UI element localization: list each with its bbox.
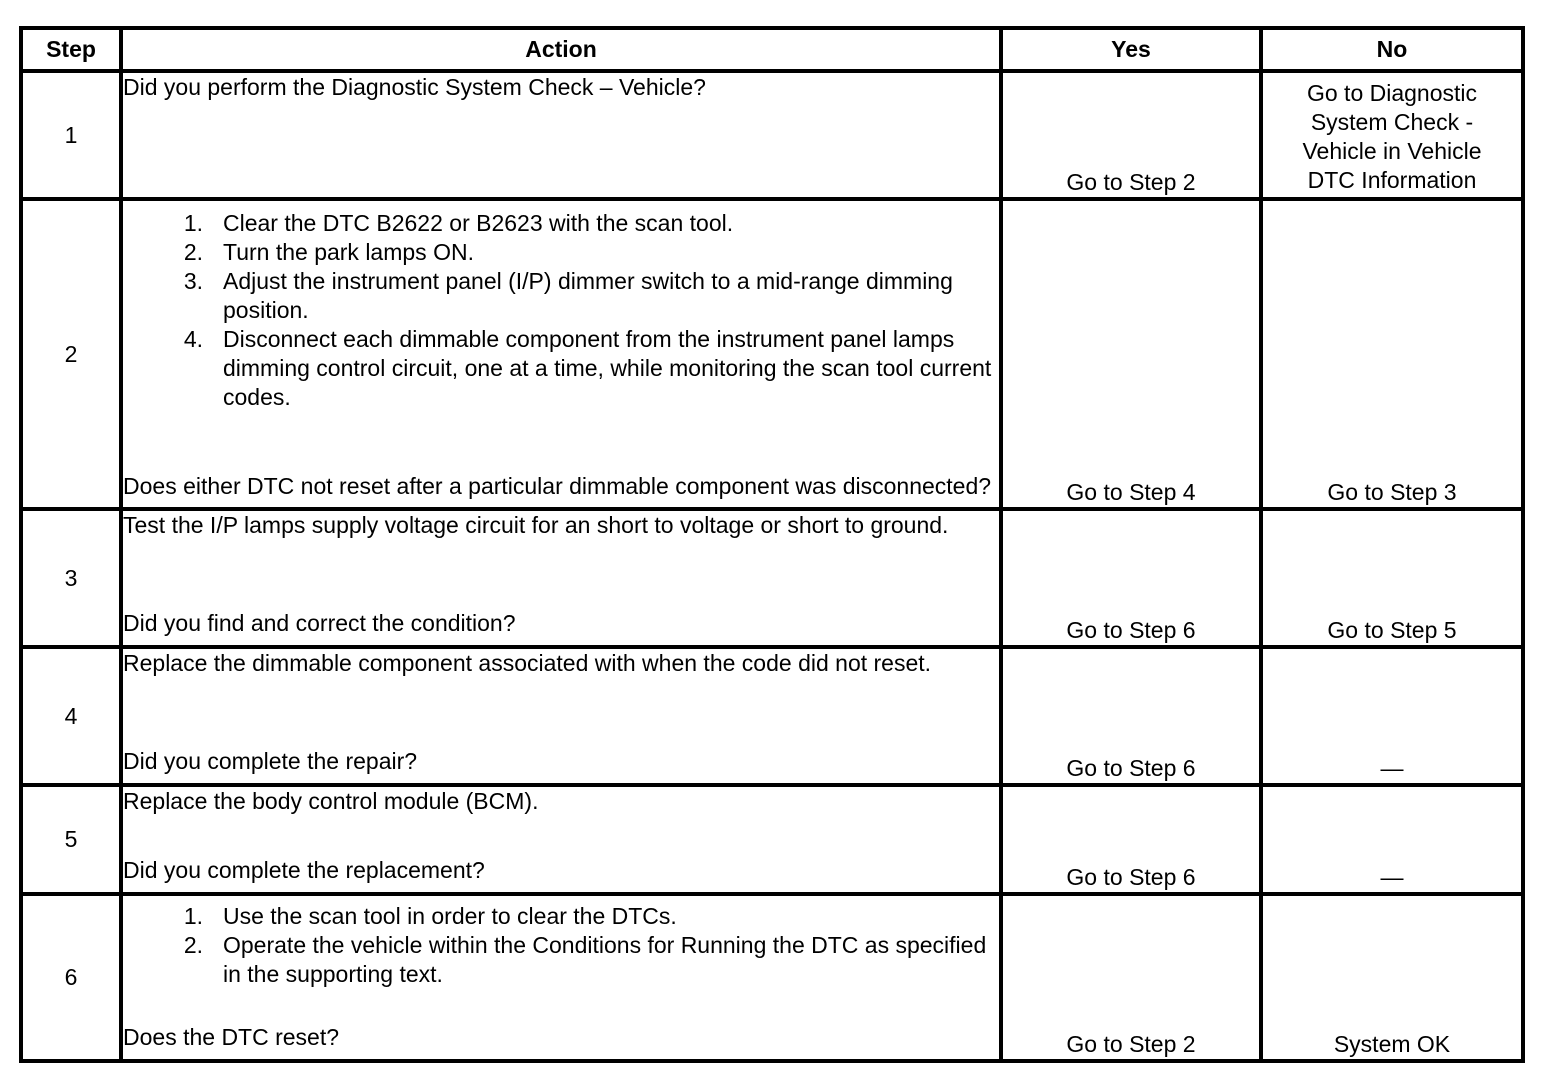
list-item: 4. Disconnect each dimmable component from the instrument panel lamps dimming control circuit, one at a time, while monitoring the scan tool current codes. — [183, 326, 992, 410]
step-number: 1 — [21, 71, 121, 199]
table-row — [21, 647, 1523, 785]
action-text: Did you perform the Diagnostic System Check – Vehicle? — [123, 74, 706, 100]
action-cell — [121, 894, 1001, 1061]
header-step: Step — [21, 28, 121, 71]
action-cell — [121, 71, 1001, 199]
list-item: 1. Clear the DTC B2622 or B2623 with the scan tool. — [183, 210, 734, 236]
list-item: 1. Use the scan tool in order to clear the DTCs. — [183, 903, 677, 929]
yes-cell: Go to Step 6 — [1001, 509, 1261, 647]
table-row — [21, 785, 1523, 894]
table-row — [21, 509, 1523, 647]
table-row — [21, 71, 1523, 199]
list-item: 3. Adjust the instrument panel (I/P) dimmer switch to a mid-range dimming position. — [183, 268, 953, 323]
action-steps-list — [123, 902, 999, 989]
table-row — [21, 199, 1523, 509]
no-cell: — — [1261, 785, 1523, 894]
list-item: 2. Operate the vehicle within the Conditions for Running the DTC as specified in the supporting text. — [183, 932, 987, 987]
yes-cell: Go to Step 2 — [1001, 71, 1261, 199]
no-cell: — — [1261, 647, 1523, 785]
header-action: Action — [121, 28, 1001, 71]
diagnostic-table — [19, 26, 1525, 1063]
action-question: Did you find and correct the condition? — [123, 610, 516, 636]
step-number: 3 — [21, 509, 121, 647]
header-no: No — [1261, 28, 1523, 71]
action-text: Replace the dimmable component associated with when the code did not reset. — [123, 650, 932, 676]
action-question: Does either DTC not reset after a particular dimmable component was disconnected? — [123, 473, 992, 499]
no-cell: System OK — [1261, 894, 1523, 1061]
step-number: 6 — [21, 894, 121, 1061]
no-cell: Go to Step 3 — [1261, 199, 1523, 509]
yes-cell: Go to Step 4 — [1001, 199, 1261, 509]
action-cell — [121, 509, 1001, 647]
action-cell — [121, 785, 1001, 894]
step-number: 2 — [21, 199, 121, 509]
action-question: Does the DTC reset? — [123, 1024, 340, 1050]
action-cell — [121, 199, 1001, 509]
step-number: 5 — [21, 785, 121, 894]
action-cell — [121, 647, 1001, 785]
no-cell: Go to Step 5 — [1261, 509, 1523, 647]
action-question: Did you complete the repair? — [123, 748, 418, 774]
header-yes: Yes — [1001, 28, 1261, 71]
yes-cell: Go to Step 6 — [1001, 785, 1261, 894]
no-cell: Go to Diagnostic System Check - Vehicle in Vehicle DTC Information — [1261, 71, 1523, 199]
action-text: Test the I/P lamps supply voltage circuit for an short to voltage or short to ground. — [123, 512, 949, 538]
action-question: Did you complete the replacement? — [123, 857, 485, 883]
action-text: Replace the body control module (BCM). — [123, 788, 539, 814]
table-row — [21, 894, 1523, 1061]
yes-cell: Go to Step 6 — [1001, 647, 1261, 785]
yes-cell: Go to Step 2 — [1001, 894, 1261, 1061]
list-item: 2. Turn the park lamps ON. — [183, 239, 474, 265]
action-steps-list — [123, 209, 999, 412]
header-row — [21, 28, 1523, 71]
step-number: 4 — [21, 647, 121, 785]
